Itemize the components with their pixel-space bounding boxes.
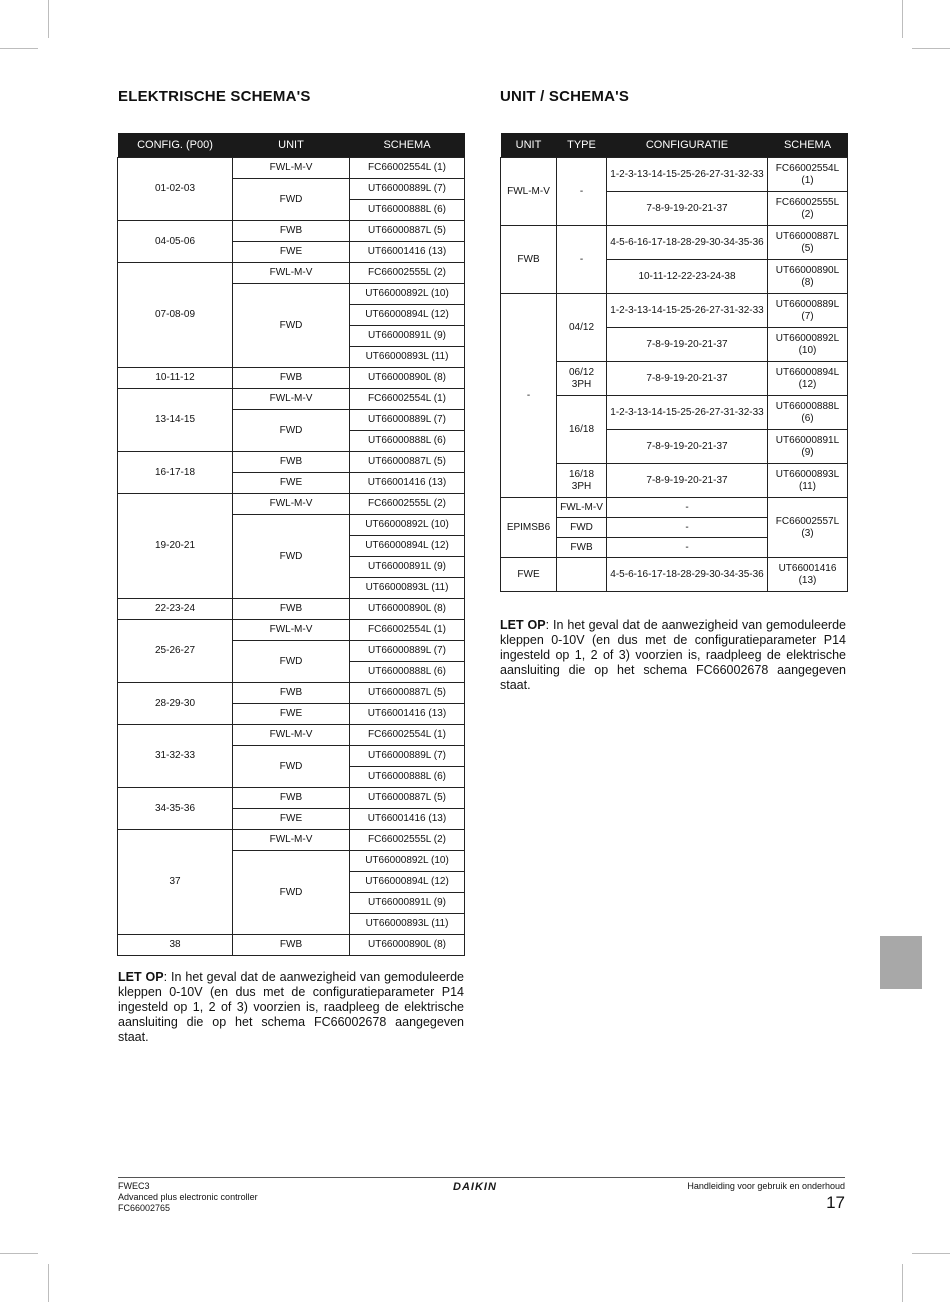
crop-mark — [48, 1264, 49, 1302]
config-cell: 1-2-3-13-14-15-25-26-27-31-32-33 — [607, 396, 768, 430]
schema-cell: UT66000894L (12) — [768, 362, 848, 396]
schema-cell: UT66000894L (12) — [350, 305, 465, 326]
unit-cell: FWL-M-V — [233, 725, 350, 746]
schema-cell: UT66001416 (13) — [350, 242, 465, 263]
unit-cell: EPIMSB6 — [501, 498, 557, 558]
config-cell: 7-8-9-19-20-21-37 — [607, 464, 768, 498]
schema-cell: UT66000893L (11) — [768, 464, 848, 498]
config-cell: 07-08-09 — [118, 263, 233, 368]
unit-cell: FWL-M-V — [233, 830, 350, 851]
unit-cell: FWE — [233, 473, 350, 494]
unit-cell: FWB — [233, 788, 350, 809]
schema-cell: UT66000892L (10) — [768, 328, 848, 362]
unit-cell: FWB — [233, 683, 350, 704]
table-row — [118, 725, 465, 746]
schema-cell: UT66000887L (5) — [350, 683, 465, 704]
left-heading: ELEKTRISCHE SCHEMA'S — [118, 88, 311, 105]
schema-cell: UT66000888L (6) — [350, 200, 465, 221]
schema-cell: UT66000891L (9) — [350, 893, 465, 914]
note-text: : In het geval dat de aanwezigheid van gemoduleerde kleppen 0-10V (en dus met de configuratieparameter P14 ingesteld op 1, 2 of 3) voorzien is, raadpleeg de elektrische aansluiting die op het schema FC66002678 aangegeven staat. — [118, 970, 464, 1044]
crop-mark — [902, 1264, 903, 1302]
schema-cell: UT66000894L (12) — [350, 872, 465, 893]
config-cell: 25-26-27 — [118, 620, 233, 683]
config-cell: 4-5-6-16-17-18-28-29-30-34-35-36 — [607, 226, 768, 260]
header-type: TYPE — [557, 133, 607, 158]
unit-cell: FWE — [233, 704, 350, 725]
note-left — [118, 970, 464, 1045]
schema-cell: FC66002557L (3) — [768, 498, 848, 558]
unit-cell: FWE — [501, 558, 557, 592]
config-cell: 4-5-6-16-17-18-28-29-30-34-35-36 — [607, 558, 768, 592]
config-cell: 34-35-36 — [118, 788, 233, 830]
type-cell: FWD — [557, 518, 607, 538]
right-heading: UNIT / SCHEMA'S — [500, 88, 630, 105]
schema-cell: UT66000891L (9) — [350, 557, 465, 578]
schema-cell: UT66001416 (13) — [350, 704, 465, 725]
config-cell: 31-32-33 — [118, 725, 233, 788]
schema-cell: FC66002555L (2) — [768, 192, 848, 226]
schema-cell: UT66000887L (5) — [350, 221, 465, 242]
type-cell: 06/12 3PH — [557, 362, 607, 396]
unit-cell: FWD — [233, 515, 350, 599]
unit-cell: FWL-M-V — [501, 158, 557, 226]
crop-mark — [902, 0, 903, 38]
config-cell: 1-2-3-13-14-15-25-26-27-31-32-33 — [607, 158, 768, 192]
schema-cell: UT66000890L (8) — [350, 935, 465, 956]
schema-cell: UT66000890L (8) — [350, 599, 465, 620]
unit-cell: FWD — [233, 284, 350, 368]
unit-cell: FWB — [233, 452, 350, 473]
header-unit: UNIT — [233, 133, 350, 158]
unit-cell: - — [501, 294, 557, 498]
config-cell: 7-8-9-19-20-21-37 — [607, 192, 768, 226]
unit-cell: FWD — [233, 641, 350, 683]
schema-cell: UT66000887L (5) — [350, 452, 465, 473]
unit-cell: FWL-M-V — [233, 263, 350, 284]
table-row — [118, 599, 465, 620]
table-row — [118, 788, 465, 809]
schema-cell: FC66002554L (1) — [768, 158, 848, 192]
config-cell: 37 — [118, 830, 233, 935]
schema-cell: FC66002555L (2) — [350, 830, 465, 851]
schema-cell: UT66000893L (11) — [350, 578, 465, 599]
config-cell: 10-11-12-22-23-24-38 — [607, 260, 768, 294]
crop-mark — [48, 0, 49, 38]
header-config: CONFIG. (P00) — [118, 133, 233, 158]
schema-cell: UT66001416 (13) — [350, 473, 465, 494]
schema-cell: UT66000890L (8) — [768, 260, 848, 294]
config-cell: 22-23-24 — [118, 599, 233, 620]
unit-cell: FWB — [233, 368, 350, 389]
config-cell: 16-17-18 — [118, 452, 233, 494]
config-table-body — [118, 158, 465, 956]
schema-cell: UT66000889L (7) — [350, 746, 465, 767]
type-cell: 04/12 — [557, 294, 607, 362]
config-schema-table — [117, 133, 465, 956]
table-row — [118, 221, 465, 242]
table-row — [118, 452, 465, 473]
table-header-row — [501, 133, 848, 158]
schema-cell: FC66002554L (1) — [350, 158, 465, 179]
footer-divider — [118, 1177, 845, 1178]
schema-cell: UT66000889L (7) — [350, 641, 465, 662]
table-row — [118, 935, 465, 956]
config-cell: - — [607, 518, 768, 538]
header-schema: SCHEMA — [768, 133, 848, 158]
schema-cell: UT66000892L (10) — [350, 515, 465, 536]
config-cell: 38 — [118, 935, 233, 956]
schema-cell: UT66001416 (13) — [768, 558, 848, 592]
unit-cell: FWE — [233, 809, 350, 830]
schema-cell: UT66000891L (9) — [768, 430, 848, 464]
table-row — [118, 158, 465, 179]
type-cell — [557, 558, 607, 592]
table-row — [501, 294, 848, 328]
schema-cell: UT66001416 (13) — [350, 809, 465, 830]
schema-cell: FC66002554L (1) — [350, 725, 465, 746]
schema-cell: FC66002554L (1) — [350, 620, 465, 641]
page-number: 17 — [826, 1193, 845, 1212]
header-unit: UNIT — [501, 133, 557, 158]
type-cell: FWB — [557, 538, 607, 558]
schema-cell: FC66002554L (1) — [350, 389, 465, 410]
table-row — [118, 494, 465, 515]
footer-manual-title: Handleiding voor gebruik en onderhoud — [687, 1181, 845, 1191]
config-cell: 19-20-21 — [118, 494, 233, 599]
schema-cell: FC66002555L (2) — [350, 263, 465, 284]
crop-mark — [0, 48, 38, 49]
unit-cell: FWB — [501, 226, 557, 294]
table-row — [118, 263, 465, 284]
config-cell: 04-05-06 — [118, 221, 233, 263]
unit-cell: FWD — [233, 851, 350, 935]
chapter-tab — [880, 936, 922, 989]
config-cell: 13-14-15 — [118, 389, 233, 452]
table-row — [118, 683, 465, 704]
unit-cell: FWD — [233, 179, 350, 221]
schema-cell: UT66000892L (10) — [350, 284, 465, 305]
schema-cell: FC66002555L (2) — [350, 494, 465, 515]
daikin-logo: DAIKIN — [453, 1181, 497, 1193]
schema-cell: UT66000893L (11) — [350, 347, 465, 368]
config-cell: 7-8-9-19-20-21-37 — [607, 430, 768, 464]
table-row — [501, 498, 848, 518]
unit-cell: FWD — [233, 746, 350, 788]
schema-cell: UT66000893L (11) — [350, 914, 465, 935]
note-right — [500, 618, 846, 693]
unit-cell: FWE — [233, 242, 350, 263]
schema-cell: UT66000888L (6) — [350, 767, 465, 788]
type-cell: 16/18 — [557, 396, 607, 464]
footer-product — [118, 1181, 258, 1214]
note-label: LET OP — [500, 618, 546, 632]
table-row — [501, 158, 848, 192]
unit-cell: FWL-M-V — [233, 389, 350, 410]
table-header-row — [118, 133, 465, 158]
header-configuratie: CONFIGURATIE — [607, 133, 768, 158]
table-row — [501, 558, 848, 592]
schema-cell: UT66000888L (6) — [350, 662, 465, 683]
schema-cell: UT66000889L (7) — [350, 410, 465, 431]
unit-cell: FWL-M-V — [233, 158, 350, 179]
schema-cell: UT66000887L (5) — [768, 226, 848, 260]
schema-cell: UT66000889L (7) — [350, 179, 465, 200]
type-cell: FWL-M-V — [557, 498, 607, 518]
note-text: : In het geval dat de aanwezigheid van gemoduleerde kleppen 0-10V (en dus met de configuratieparameter P14 ingesteld op 1, 2 of 3) voorzien is, raadpleeg de elektrische aansluiting die op het schema FC66002678 aangegeven staat. — [500, 618, 846, 692]
table-row — [118, 389, 465, 410]
table-row — [118, 368, 465, 389]
table-row — [118, 620, 465, 641]
table-row — [118, 830, 465, 851]
header-schema: SCHEMA — [350, 133, 465, 158]
config-cell: 7-8-9-19-20-21-37 — [607, 362, 768, 396]
crop-mark — [912, 48, 950, 49]
config-cell: 1-2-3-13-14-15-25-26-27-31-32-33 — [607, 294, 768, 328]
unit-cell: FWB — [233, 935, 350, 956]
config-cell: 10-11-12 — [118, 368, 233, 389]
table-row — [501, 226, 848, 260]
crop-mark — [0, 1253, 38, 1254]
schema-cell: UT66000890L (8) — [350, 368, 465, 389]
schema-cell: UT66000894L (12) — [350, 536, 465, 557]
type-cell: - — [557, 226, 607, 294]
unit-cell: FWL-M-V — [233, 494, 350, 515]
config-cell: - — [607, 538, 768, 558]
config-cell: - — [607, 498, 768, 518]
type-cell: - — [557, 158, 607, 226]
crop-mark — [912, 1253, 950, 1254]
unit-cell: FWL-M-V — [233, 620, 350, 641]
schema-cell: UT66000891L (9) — [350, 326, 465, 347]
schema-cell: UT66000888L (6) — [350, 431, 465, 452]
schema-cell: UT66000892L (10) — [350, 851, 465, 872]
schema-cell: UT66000888L (6) — [768, 396, 848, 430]
config-cell: 7-8-9-19-20-21-37 — [607, 328, 768, 362]
unit-cell: FWD — [233, 410, 350, 452]
schema-cell: UT66000889L (7) — [768, 294, 848, 328]
footer-doc-code: FC66002765 — [118, 1203, 171, 1213]
unit-cell: FWB — [233, 599, 350, 620]
footer-model: FWEC3 — [118, 1181, 150, 1191]
config-cell: 28-29-30 — [118, 683, 233, 725]
note-label: LET OP — [118, 970, 164, 984]
unit-schema-table — [500, 133, 848, 592]
unit-cell: FWB — [233, 221, 350, 242]
schema-cell: UT66000887L (5) — [350, 788, 465, 809]
footer-description: Advanced plus electronic controller — [118, 1192, 258, 1202]
type-cell: 16/18 3PH — [557, 464, 607, 498]
config-cell: 01-02-03 — [118, 158, 233, 221]
